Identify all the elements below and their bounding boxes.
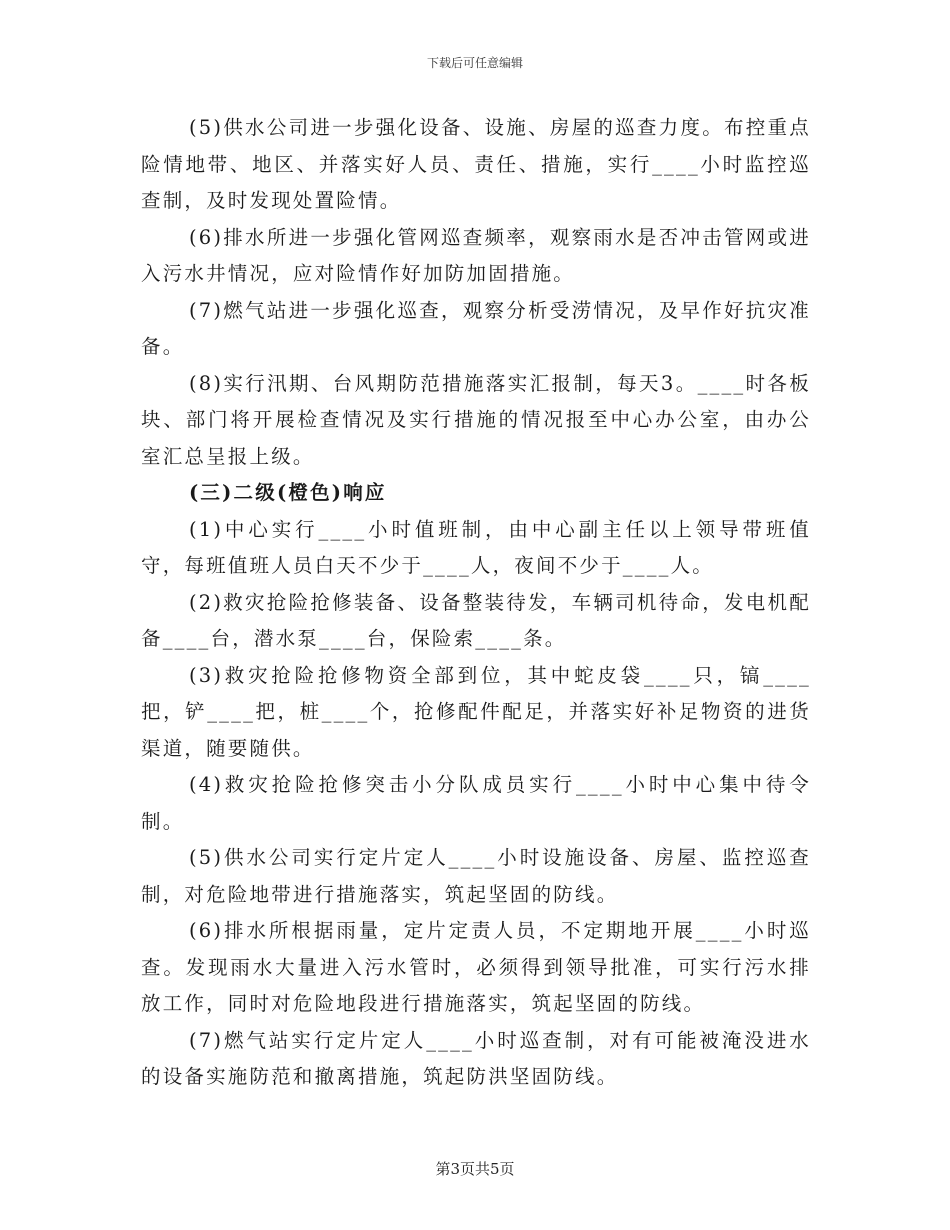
paragraph-5-water-supply-patrol: (5)供水公司实行定片定人____小时设施设备、房屋、监控巡查制，对危险地带进行措施落实，筑起坚固的防线。 xyxy=(141,846,811,906)
page-header: 下载后可任意编辑 xyxy=(426,56,523,70)
paragraph-1-duty: (1)中心实行____小时值班制，由中心副主任以上领导带班值守，每班值班人员白天不少于____人，夜间不少于____人。 xyxy=(141,517,811,577)
paragraph-6-drainage: (6)排水所进一步强化管网巡查频率，观察雨水是否冲击管网或进入污水井情况，应对险情作好加防加固措施。 xyxy=(141,225,811,285)
paragraph-3-materials: (3)救灾抢险抢修物资全部到位，其中蛇皮袋____只，镐____把，铲____把，桩____个，抢修配件配足，并落实好补足物资的进货渠道，随要随供。 xyxy=(141,663,811,760)
document-body xyxy=(141,110,811,1096)
section-heading-level-2-orange: (三)二级(橙色)响应 xyxy=(189,481,387,504)
paragraph-6-drainage-patrol: (6)排水所根据雨量，定片定责人员，不定期地开展____小时巡查。发现雨水大量进入污水管时，必须得到领导批准，可实行污水排放工作，同时对危险地段进行措施落实，筑起坚固的防线。 xyxy=(141,919,811,1015)
paragraph-7-gas-station: (7)燃气站进一步强化巡查，观察分析受涝情况，及早作好抗灾准备。 xyxy=(141,298,811,358)
page-number-footer: 第3页共5页 xyxy=(435,1160,515,1178)
paragraph-4-squad: (4)救灾抢险抢修突击小分队成员实行____小时中心集中待令制。 xyxy=(141,773,811,833)
paragraph-7-gas-patrol: (7)燃气站实行定片定人____小时巡查制，对有可能被淹没进水的设备实施防范和撤离措施，筑起防洪坚固防线。 xyxy=(141,1028,811,1088)
paragraph-5-water-supply: (5)供水公司进一步强化设备、设施、房屋的巡查力度。布控重点险情地带、地区、并落实好人员、责任、措施，实行____小时监控巡查制，及时发现处置险情。 xyxy=(141,116,811,212)
paragraph-2-equipment: (2)救灾抢险抢修装备、设备整装待发，车辆司机待命，发电机配备____台，潜水泵____台，保险索____条。 xyxy=(141,590,811,650)
paragraph-8-reporting: (8)实行汛期、台风期防范措施落实汇报制，每天3。____时各板块、部门将开展检查情况及实行措施的情况报至中心办公室，由办公室汇总呈报上级。 xyxy=(141,371,811,468)
